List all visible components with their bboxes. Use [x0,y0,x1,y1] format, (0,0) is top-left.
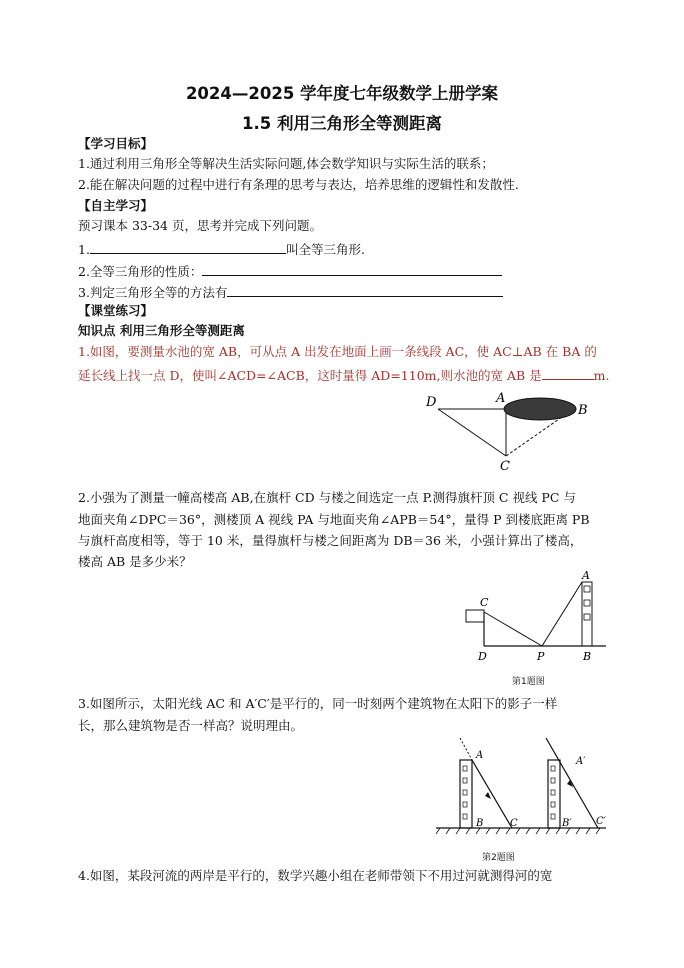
pond-shape [504,398,576,420]
label-A: A [496,391,506,406]
ground-hatch [436,828,600,834]
arrow-icon [485,792,491,799]
label-C: C [500,459,510,474]
label-A: A [582,570,590,582]
self-study-intro: 预习课本 33-34 页，思考并完成下列问题。 [78,218,322,233]
self-study-q1 [78,240,618,258]
label-D: D [426,395,437,410]
goals-heading: 【学习目标】 [78,136,154,151]
problem3-line1: 3.如图所示，太阳光线 AC 和 A′C′是平行的，同一时刻两个建筑物在太阳下的影子一样 [78,696,558,711]
building-diagram [458,570,608,664]
problem4-line1 [78,868,618,884]
label-A: A [476,750,484,761]
label-D: D [478,650,487,663]
label-C: C [480,596,489,609]
practice-heading: 【课堂练习】 [78,303,154,318]
flag [466,610,484,622]
self-study-heading: 【自主学习】 [78,198,154,213]
label-C-prime: C′ [596,816,606,827]
figure2-caption: 第2题图 [482,853,515,863]
building-right [548,760,560,828]
problem1-unit: m. [593,368,610,383]
knowledge-point: 知识点 利用三角形全等测距离 [78,323,245,338]
label-B: B [476,818,484,829]
problem2-line1: 2.小强为了测量一幢高楼高 AB,在旗杆 CD 与楼之间选定一点 P.测得旗杆顶 C 视线 PC 与 [78,490,576,505]
self-study-q3 [78,283,618,301]
problem4-text: 4.如图，某段河流的两岸是平行的，数学兴趣小组在老师带领下不用过河就测得河的宽 [78,868,553,883]
label-A-prime: A′ [576,756,586,767]
goal-item-2: 2.能在解决问题的过程中进行有条理的思考与表达，培养思维的逻辑性和发散性. [78,177,519,192]
sunlight-diagram [430,734,610,838]
problem2-line4: 楼高 AB 是多少米？ [78,554,192,569]
self-study-q2 [78,262,618,280]
window [584,614,590,620]
problem1-line1: 1.如图，要测量水池的宽 AB，可从点 A 出发在地面上画一条线段 AC，使 AC⊥AB 在 BA 的 [78,344,597,359]
problem1-line2 [78,366,618,384]
sightline-PC [484,612,542,646]
q3-text: 3.判定三角形全等的方法有 [78,285,228,300]
q1-answer-blank[interactable] [90,240,286,254]
label-B-prime: B′ [562,818,572,829]
goal-item-1: 1.通过利用三角形全等解决生活实际问题,体会数学知识与实际生活的联系； [78,156,494,171]
document-title: 2024—2025 学年度七年级数学上册学案 [185,84,499,103]
window [584,600,590,606]
q2-answer-blank[interactable] [202,262,502,276]
problem1-answer-blank[interactable] [542,366,594,380]
q2-text: 2.全等三角形的性质： [78,264,203,279]
sightline-PA [542,582,582,646]
lesson-title: 1.5 利用三角形全等测距离 [242,114,442,133]
label-B: B [578,403,588,418]
label-P: P [537,650,545,663]
q3-answer-blank[interactable] [227,283,503,297]
building-left [460,760,472,828]
line-DC [438,409,506,456]
problem3-line2: 长，那么建筑物是否一样高？说明理由。 [78,718,304,733]
sunray-dashed-left [460,738,472,760]
problem2-line2: 地面夹角∠DPC＝36°，测楼顶 A 视线 PA 与地面夹角∠APB＝54°，量得 P 到楼底距离 PB [78,512,590,527]
problem2-line3: 与旗杆高度相等，等于 10 米，量得旗杆与楼之间距离为 DB＝36 米，小强计算出了楼高， [78,533,583,548]
figure1-caption: 第1题图 [512,677,545,687]
q1-prefix: 1. [78,242,90,257]
problem1-line2-text: 延长线上找一点 D，使叫∠ACD=∠ACB，这时量得 AD=110m,则水池的宽 AB 是 [78,368,542,383]
label-B: B [583,650,592,663]
label-C: C [510,818,518,829]
window [584,586,590,592]
q1-suffix: 叫全等三角形. [285,242,365,257]
pond-diagram [420,388,600,474]
